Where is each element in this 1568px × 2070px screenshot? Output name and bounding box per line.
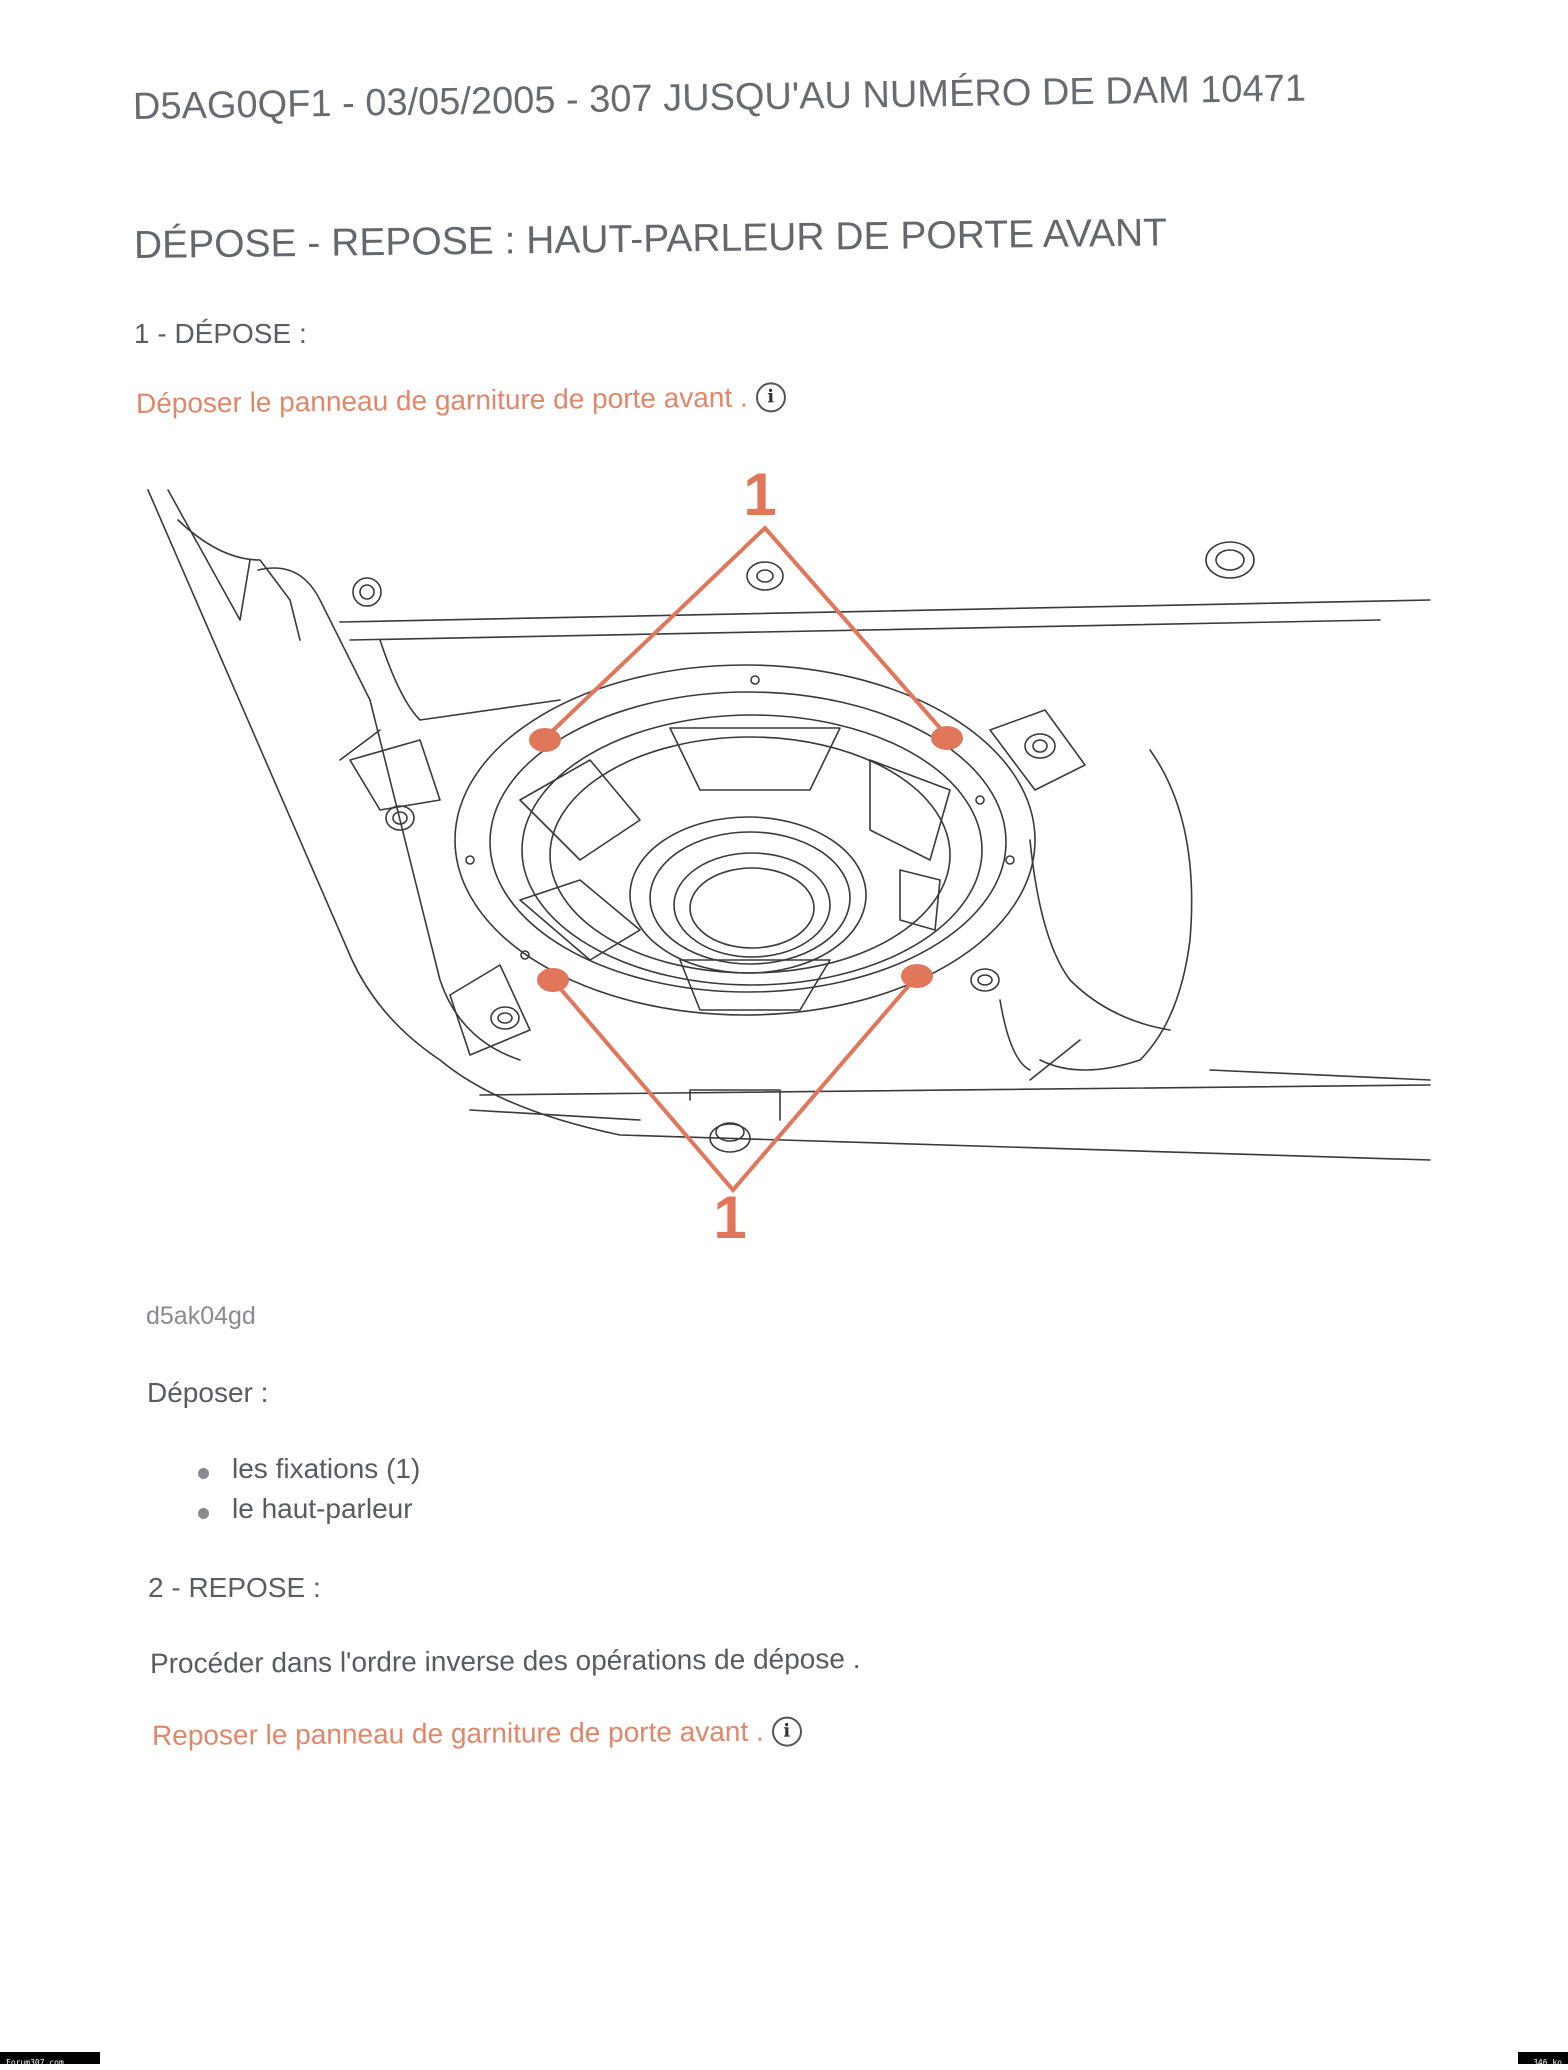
list-item: les fixations (1)	[198, 1453, 420, 1493]
callout-label-bottom: 1	[713, 1184, 747, 1251]
remove-intro: Déposer :	[147, 1377, 269, 1408]
footer-left	[0, 2052, 100, 2067]
page-title: DÉPOSE - REPOSE : HAUT-PARLEUR DE PORTE AVANT	[133, 211, 1168, 267]
door-panel-drawing	[148, 490, 1430, 1160]
fixation-marker	[537, 968, 569, 992]
info-icon[interactable]: i	[772, 1716, 802, 1746]
footer-size-label: 346 ko	[1533, 2058, 1562, 2067]
remove-list	[198, 1453, 420, 1533]
callout-label-top: 1	[743, 461, 777, 528]
washer-rings	[353, 542, 1254, 1029]
link-row-depose	[136, 381, 786, 420]
link-repose-panneau[interactable]: Reposer le panneau de garniture de porte avant .	[151, 1715, 764, 1751]
footer-right	[1518, 2052, 1568, 2067]
link-row-repose	[152, 1715, 802, 1752]
section-heading-repose: 2 - REPOSE :	[148, 1572, 321, 1603]
link-depose-panneau[interactable]: Déposer le panneau de garniture de porte avant .	[135, 381, 748, 419]
reinstall-text: Procéder dans l'ordre inverse des opérations de dépose .	[149, 1643, 861, 1679]
fixation-marker	[931, 726, 963, 750]
fixation-marker	[901, 964, 933, 988]
fixation-marker	[529, 728, 561, 752]
document-header: D5AG0QF1 - 03/05/2005 - 307 JUSQU'AU NUMÉRO DE DAM 10471	[132, 67, 1307, 128]
section-heading-depose: 1 - DÉPOSE :	[134, 318, 307, 349]
list-item: le haut-parleur	[198, 1493, 420, 1533]
footer-site-label: Forum307.com	[6, 2058, 64, 2067]
speaker-diagram	[0, 460, 1568, 1260]
info-icon[interactable]: i	[756, 382, 786, 412]
figure-caption: d5ak04gd	[146, 1302, 256, 1330]
